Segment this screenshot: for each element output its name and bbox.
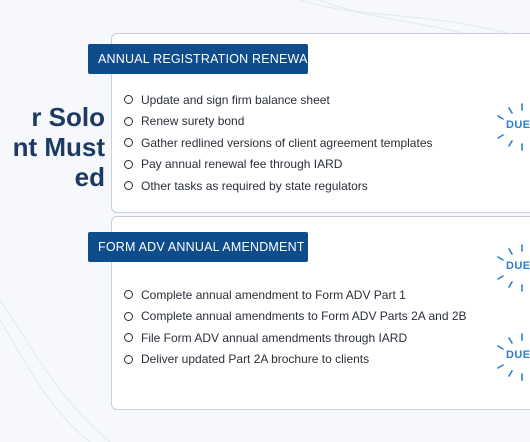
due-badge (492, 332, 530, 382)
list-item (124, 89, 433, 111)
task-label: Complete annual amendment to Form ADV Part 1 (141, 287, 406, 302)
bullet-circle-icon (124, 160, 133, 169)
bullet-circle-icon (124, 355, 133, 364)
amendment-task-list (124, 284, 467, 370)
task-label: Pay annual renewal fee through IARD (141, 157, 343, 172)
task-label: File Form ADV annual amendments through IARD (141, 330, 408, 345)
bullet-circle-icon (124, 333, 133, 342)
bullet-circle-icon (124, 290, 133, 299)
list-item (124, 111, 433, 133)
task-label: Other tasks as required by state regulators (141, 178, 368, 193)
list-item (124, 349, 467, 371)
heading-line-3: ed (74, 162, 105, 192)
heading-line-1: r Solo (31, 102, 105, 132)
task-label: Renew surety bond (141, 114, 245, 129)
task-label: Gather redlined versions of client agreement templates (141, 135, 433, 150)
bullet-circle-icon (124, 312, 133, 321)
task-label: Update and sign firm balance sheet (141, 92, 330, 107)
bullet-circle-icon (124, 95, 133, 104)
due-badge (492, 102, 530, 152)
registration-task-list (124, 89, 433, 197)
due-badge (492, 243, 530, 293)
section-title-form-adv-amendment: FORM ADV ANNUAL AMENDMENT (88, 232, 308, 262)
list-item (124, 306, 467, 328)
bullet-circle-icon (124, 138, 133, 147)
due-label: DUE (506, 349, 530, 361)
task-label: Deliver updated Part 2A brochure to clients (141, 352, 370, 367)
task-label: Complete annual amendments to Form ADV Parts 2A and 2B (141, 309, 467, 324)
list-item (124, 284, 467, 306)
list-item (124, 175, 433, 197)
list-item (124, 327, 467, 349)
bullet-circle-icon (124, 181, 133, 190)
section-title-registration-renewal: ANNUAL REGISTRATION RENEWAL (88, 44, 308, 74)
due-label: DUE (506, 260, 530, 272)
due-label: DUE (506, 119, 530, 131)
list-item (124, 154, 433, 176)
heading-line-2: nt Must (12, 132, 105, 162)
bullet-circle-icon (124, 117, 133, 126)
page-heading (0, 102, 105, 192)
list-item (124, 132, 433, 154)
